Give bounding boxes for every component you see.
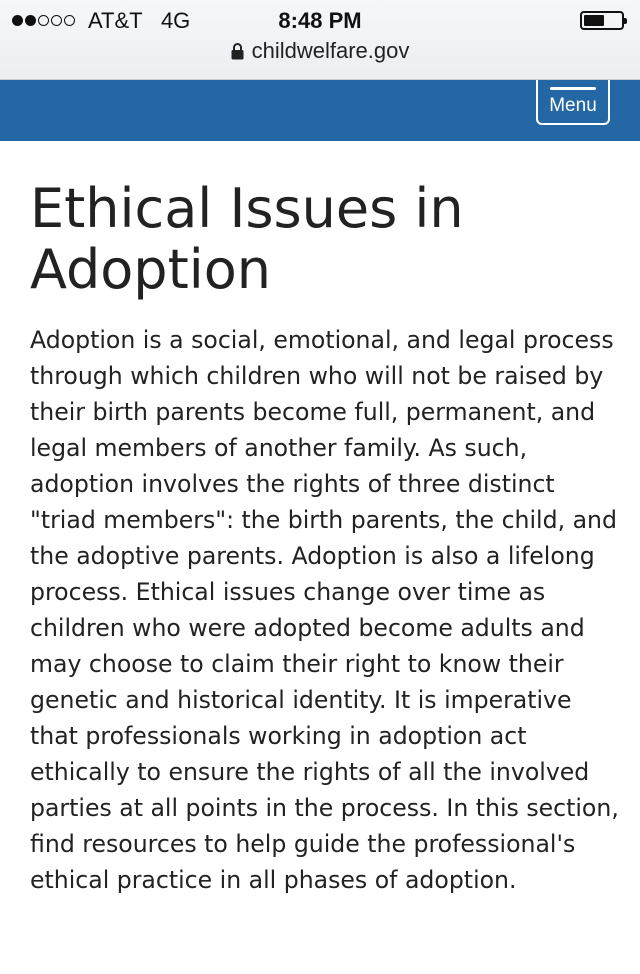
status-time: 8:48 PM bbox=[278, 8, 362, 33]
intro-paragraph: Adoption is a social, emotional, and legal process through which children who will not be raised by their birth parents become full, permanent, and legal members of another family. As such, adoption involves the rights of three distinct "triad members": the birth parents, the child, and the adoptive parents. Adoption is also a lifelong process. Ethical issues change over time as children who were adopted become adults and may choose to claim their right to know their genetic and historical identity. It is imperative that professionals working in adoption act ethically to ensure the rights of all the involved parties at all points in the process. In this section, find resources to help guide the professional's ethical practice in all phases of adoption. bbox=[30, 326, 619, 894]
battery-icon bbox=[580, 11, 624, 30]
carrier-name: AT&T bbox=[88, 8, 143, 33]
menu-button[interactable] bbox=[536, 80, 610, 125]
truncated-link[interactable] bbox=[110, 946, 118, 974]
menu-icon bbox=[550, 87, 596, 90]
menu-label: Menu bbox=[549, 95, 597, 116]
battery-fill bbox=[584, 15, 604, 26]
url-text: childwelfare.gov bbox=[251, 38, 410, 63]
lock-icon bbox=[231, 42, 244, 60]
page-title: Ethical Issues in Adoption bbox=[30, 177, 464, 301]
main-content bbox=[30, 178, 620, 898]
site-header bbox=[0, 80, 640, 141]
network-type: 4G bbox=[160, 8, 191, 33]
address-bar[interactable] bbox=[0, 38, 640, 64]
status-bar bbox=[0, 0, 640, 80]
